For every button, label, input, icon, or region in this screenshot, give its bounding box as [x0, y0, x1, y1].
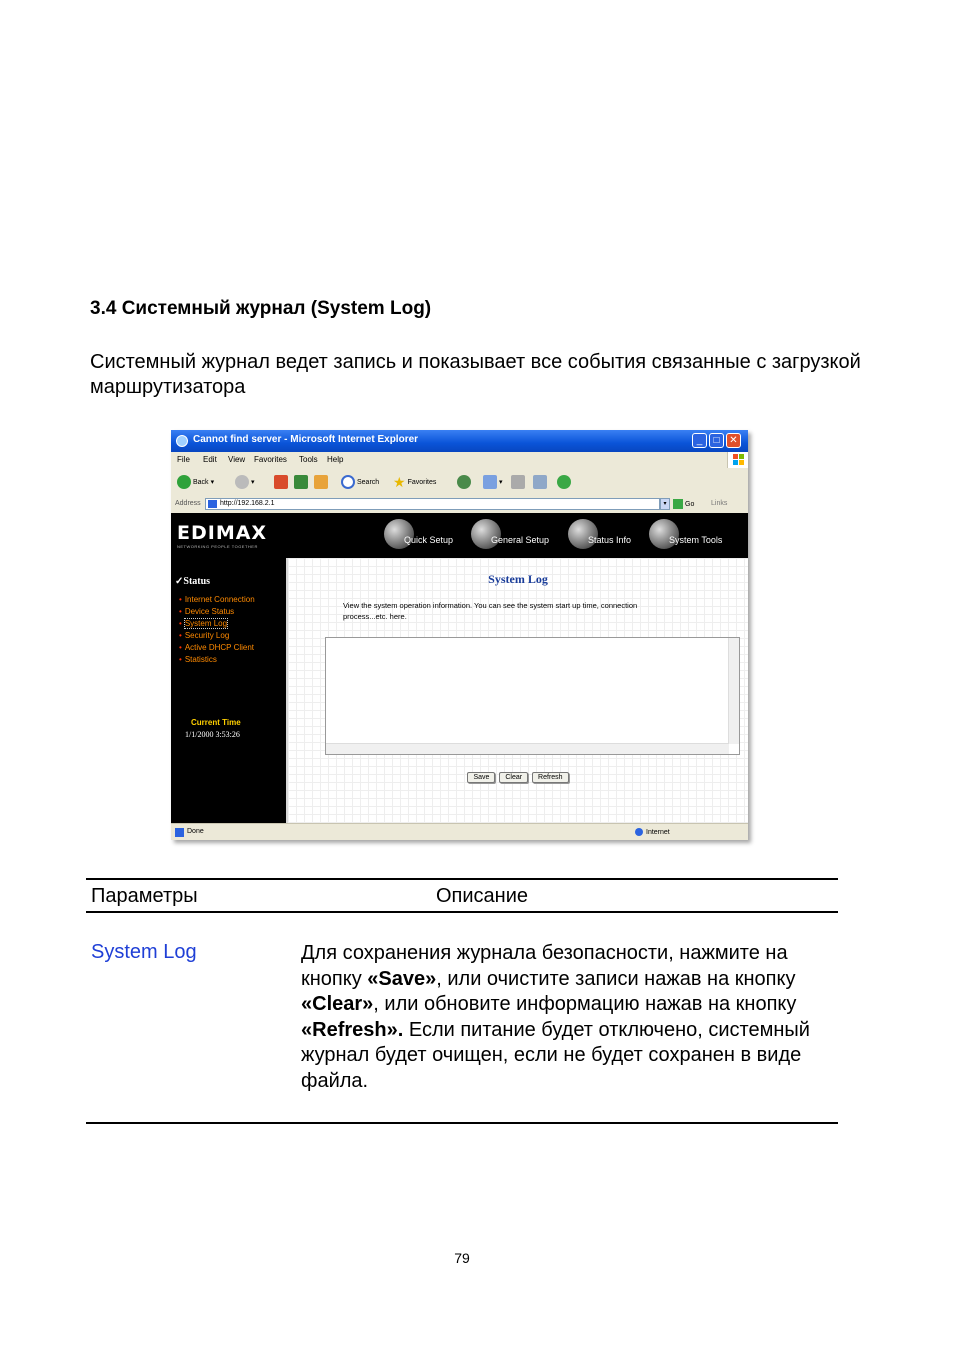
messenger-icon [557, 475, 571, 489]
window-titlebar [171, 430, 748, 452]
forward-arrow-icon [235, 475, 249, 489]
refresh-icon [294, 475, 308, 489]
menu-tools[interactable]: Tools [299, 455, 318, 464]
sidebar-item-device-status[interactable]: • Device Status [179, 606, 255, 618]
mail-button[interactable] [483, 473, 503, 491]
sidebar-item-security-log[interactable]: • Security Log [179, 630, 255, 642]
refresh-button[interactable]: Refresh [532, 772, 569, 783]
chevron-down-icon: ▾ [251, 479, 255, 486]
log-buttons [288, 772, 748, 783]
menu-bar [171, 452, 748, 469]
history-button[interactable] [457, 473, 471, 491]
browser-toolbar [171, 468, 748, 497]
current-time-value: 1/1/2000 3:53:26 [185, 730, 240, 739]
router-ui-screenshot [171, 430, 748, 840]
favorites-label: Favorites [407, 478, 437, 486]
status-zone: Internet [635, 828, 670, 836]
window-title: Cannot find server - Microsoft Internet Explorer [193, 434, 419, 445]
nav-label: Quick Setup [404, 535, 454, 545]
table-bottom-rule [86, 1122, 838, 1124]
address-dropdown-icon[interactable]: ▾ [660, 498, 670, 510]
sidebar-item-active-dhcp-client[interactable]: • Active DHCP Client [179, 642, 255, 654]
back-arrow-icon [177, 475, 191, 489]
page-icon [208, 500, 217, 508]
go-button[interactable] [673, 499, 694, 509]
maximize-icon[interactable]: □ [709, 433, 724, 448]
sidebar-heading: ✓Status [175, 576, 211, 587]
links-label[interactable]: Links [711, 500, 728, 507]
minimize-icon[interactable]: _ [692, 433, 707, 448]
address-label: Address [175, 500, 201, 507]
menu-file[interactable]: File [177, 455, 190, 464]
column-header-parameters: Параметры [91, 885, 198, 907]
status-sidebar [171, 558, 286, 823]
edit-icon [533, 475, 547, 489]
search-label: Search [357, 478, 380, 486]
column-header-description: Описание [436, 885, 529, 907]
status-done: Done [187, 828, 204, 835]
mail-icon [483, 475, 497, 489]
table-header-rule [86, 911, 838, 913]
menu-view[interactable]: View [228, 455, 246, 464]
page-title: System Log [488, 572, 548, 586]
star-icon: ★ [393, 473, 406, 490]
chevron-down-icon: ▾ [210, 479, 215, 486]
history-icon [457, 475, 471, 489]
chevron-down-icon: ▾ [499, 479, 503, 486]
page-number: 79 [454, 1250, 470, 1266]
menu-favorites[interactable]: Favorites [254, 455, 287, 464]
stop-button[interactable] [274, 473, 288, 491]
save-button[interactable]: Save [467, 772, 495, 783]
print-button[interactable] [511, 473, 525, 491]
edimax-logo: EDIMAX [177, 522, 268, 544]
nav-label: System Tools [669, 535, 723, 545]
param-system-log: System Log [91, 941, 197, 963]
nav-label: Status Info [588, 535, 632, 545]
page-done-icon [175, 828, 184, 837]
logo-tagline: NETWORKING PEOPLE TOGETHER [177, 544, 258, 549]
search-button[interactable] [341, 473, 379, 491]
menu-edit[interactable]: Edit [203, 455, 217, 464]
current-time-label: Current Time [191, 718, 241, 727]
sidebar-item-internet-connection[interactable]: • Internet Connection [179, 594, 255, 606]
edit-button[interactable] [533, 473, 547, 491]
favorites-button[interactable] [393, 473, 436, 491]
address-input[interactable] [205, 498, 660, 510]
intro-paragraph: Системный журнал ведет запись и показывает все события связанные с загрузкой маршрутизатора [90, 351, 861, 398]
router-banner [171, 513, 748, 558]
address-bar [171, 496, 748, 514]
page-description: View the system operation information. You can see the system start up time, connection process...etc. here. [343, 601, 638, 621]
print-icon [511, 475, 525, 489]
sidebar-item-system-log[interactable]: • System Log [179, 618, 255, 630]
forward-button[interactable] [235, 473, 255, 491]
refresh-browser-button[interactable] [294, 473, 308, 491]
close-icon[interactable]: ✕ [726, 433, 741, 448]
clear-button[interactable]: Clear [499, 772, 528, 783]
internet-zone-icon [635, 828, 643, 836]
param-description: Для сохранения журнала безопасности, нажмите на кнопку «Save», или очистите записи нажав на кнопку «Clear», или обновите информацию нажав на кнопку «Refresh». Если питание будет отключено, системный журнал будет очищен, если не будет сохранен в виде файла. [301, 942, 810, 1092]
horizontal-scrollbar[interactable] [326, 743, 729, 754]
sidebar-item-statistics[interactable]: • Statistics [179, 654, 255, 666]
sidebar-menu [179, 594, 255, 666]
back-label: Back [193, 478, 209, 486]
menu-help[interactable]: Help [327, 455, 344, 464]
nav-label: General Setup [491, 535, 550, 545]
vertical-scrollbar[interactable] [728, 638, 739, 744]
messenger-button[interactable] [557, 473, 571, 491]
ie-icon [176, 435, 188, 447]
browser-statusbar [171, 823, 748, 840]
table-top-rule [86, 878, 838, 880]
windows-logo-icon [727, 452, 748, 468]
home-icon [314, 475, 328, 489]
home-button[interactable] [314, 473, 328, 491]
address-value: http://192.168.2.1 [220, 500, 275, 507]
back-button[interactable] [177, 473, 214, 491]
search-icon [341, 475, 355, 489]
section-heading: 3.4 Системный журнал (System Log) [90, 298, 432, 319]
stop-icon [274, 475, 288, 489]
system-log-textarea[interactable] [325, 637, 740, 755]
go-label: Go [685, 500, 695, 508]
system-log-panel [286, 558, 748, 823]
go-arrow-icon [673, 499, 683, 509]
